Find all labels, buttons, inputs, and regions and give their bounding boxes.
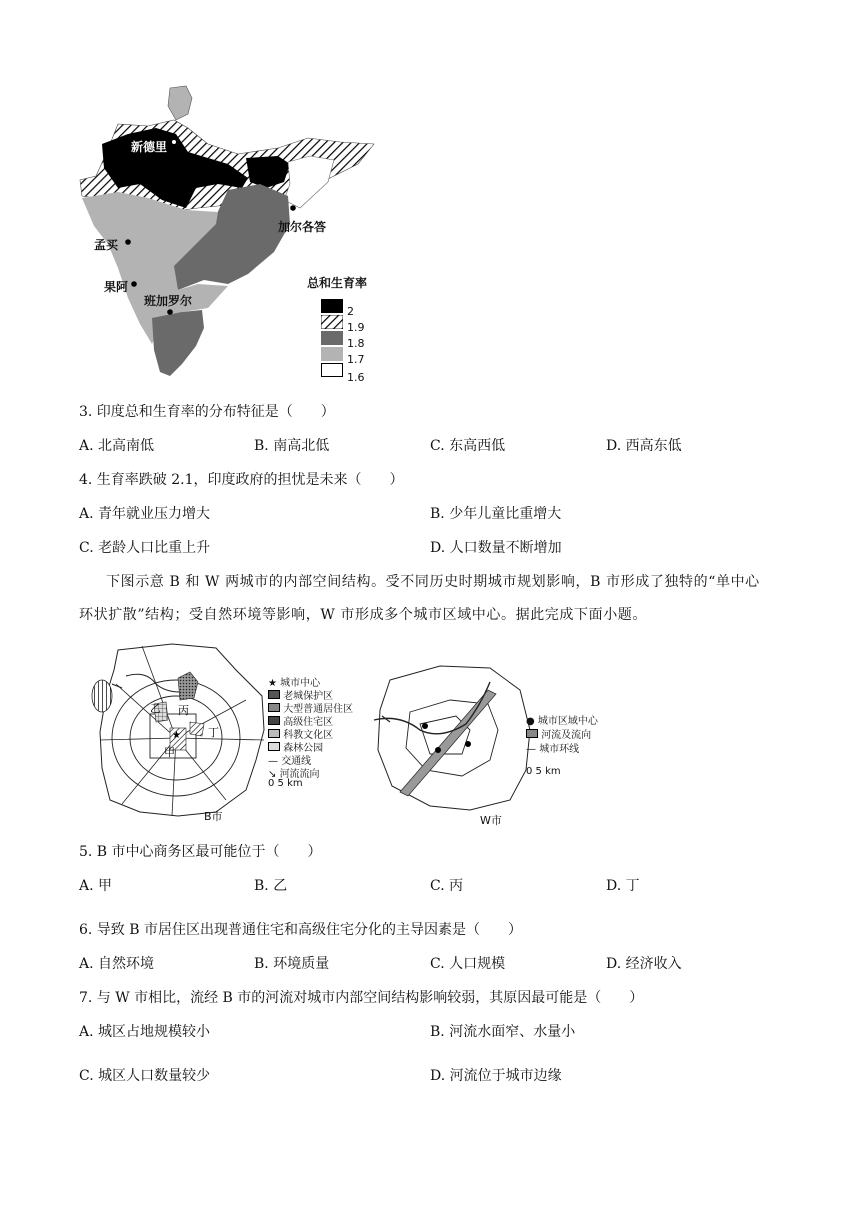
legend-title: 总和生育率: [307, 276, 368, 290]
b-label-bing: 丙: [178, 704, 189, 717]
question-7-stem: 7. 与 W 市相比，流经 B 市的河流对城市内部空间结构影响较弱，其原因最可能是（ ）: [79, 990, 644, 1006]
q5-option-d[interactable]: D. 丁: [606, 878, 640, 894]
w-legend: [526, 712, 598, 780]
legend-swatch-1-7: [321, 347, 343, 361]
b-legend-sci-edu: 科教文化区: [268, 726, 353, 739]
w-scale-bar: 0 5 km: [526, 766, 561, 777]
legend-swatch-1-8: [321, 331, 343, 345]
city-label-bangalore: 班加罗尔: [144, 294, 193, 308]
q3-option-b[interactable]: B. 南高北低: [254, 438, 330, 454]
b-legend-river: ↘ 河流流向: [268, 769, 320, 780]
legend-label-1-6: 1.6: [347, 371, 365, 384]
city-label-goa: 果阿: [104, 280, 129, 294]
q6-option-c[interactable]: C. 人口规模: [430, 956, 506, 972]
q5-option-c[interactable]: C. 丙: [430, 878, 464, 894]
w-legend-river: 河流及流向: [526, 726, 598, 740]
q6-option-b[interactable]: B. 环境质量: [254, 956, 330, 972]
q4-option-a[interactable]: A. 青年就业压力增大: [79, 506, 211, 522]
india-fertility-map: [78, 84, 388, 389]
q7-option-d[interactable]: D. 河流位于城市边缘: [430, 1068, 562, 1084]
b-label-jia: 甲: [164, 746, 175, 759]
q5-option-b[interactable]: B. 乙: [254, 878, 288, 894]
question-3-stem: 3. 印度总和生育率的分布特征是（ ）: [79, 404, 335, 420]
q7-option-c[interactable]: C. 城区人口数量较少: [79, 1068, 211, 1084]
city-label-kolkata: 加尔各答: [278, 220, 327, 234]
city-label-delhi: 新德里: [131, 140, 168, 154]
legend-label-1-9: 1.9: [347, 321, 365, 334]
intro-line-1: 下图示意 B 和 W 两城市的内部空间结构。受不同历史时期城市规划影响，B 市形成了独特的“单中心: [106, 574, 760, 590]
fertility-legend: [307, 274, 387, 384]
legend-swatch-1-9: [321, 315, 343, 329]
q7-option-a[interactable]: A. 城区占地规模较小: [79, 1024, 211, 1040]
q3-option-d[interactable]: D. 西高东低: [606, 438, 682, 454]
w-legend-ring: — 城市环线: [526, 744, 580, 755]
w-city-map: [370, 660, 620, 828]
q4-option-b[interactable]: B. 少年儿童比重增大: [430, 506, 562, 522]
w-city-caption: W市: [480, 814, 502, 827]
legend-swatch-2: [321, 299, 343, 313]
b-city-caption: B市: [204, 810, 223, 823]
q6-option-d[interactable]: D. 经济收入: [606, 956, 682, 972]
q3-option-c[interactable]: C. 东高西低: [430, 438, 506, 454]
b-legend-center: ★ 城市中心: [268, 678, 321, 689]
b-legend: [268, 674, 353, 791]
b-legend-road: — 交通线: [268, 756, 312, 767]
question-6-stem: 6. 导致 B 市居住区出现普通住宅和高级住宅分化的主导因素是（ ）: [79, 922, 522, 938]
svg-text:★: ★: [172, 730, 181, 741]
q7-option-b[interactable]: B. 河流水面窄、水量小: [430, 1024, 576, 1040]
question-5-stem: 5. B 市中心商务区最可能位于（ ）: [79, 844, 322, 860]
city-label-mumbai: 孟买: [94, 238, 119, 252]
w-legend-center: ● 城市区域中心: [526, 716, 598, 727]
legend-label-1-7: 1.7: [347, 353, 365, 366]
q3-option-a[interactable]: A. 北高南低: [79, 438, 155, 454]
b-city-map: [86, 640, 356, 826]
q4-option-d[interactable]: D. 人口数量不断增加: [430, 540, 562, 556]
q6-option-a[interactable]: A. 自然环境: [79, 956, 155, 972]
b-label-yi: 乙: [150, 702, 161, 715]
legend-swatch-1-6: [321, 363, 343, 377]
legend-label-2: 2: [347, 305, 354, 318]
b-legend-high-end: 高级住宅区: [268, 713, 353, 726]
b-legend-residential: 大型普通居住区: [268, 700, 353, 713]
legend-label-1-8: 1.8: [347, 337, 365, 350]
question-4-stem: 4. 生育率跌破 2.1，印度政府的担忧是未来（ ）: [79, 472, 404, 488]
b-scale-bar: 0 5 km: [268, 778, 303, 789]
intro-line-2: 环状扩散”结构；受自然环境等影响，W 市形成多个城市区域中心。据此完成下面小题。: [79, 607, 647, 623]
q5-option-a[interactable]: A. 甲: [79, 878, 113, 894]
b-label-ding: 丁: [208, 726, 219, 739]
b-legend-old-town: 老城保护区: [268, 687, 353, 700]
b-legend-forest: 森林公园: [268, 739, 353, 752]
q4-option-c[interactable]: C. 老龄人口比重上升: [79, 540, 211, 556]
